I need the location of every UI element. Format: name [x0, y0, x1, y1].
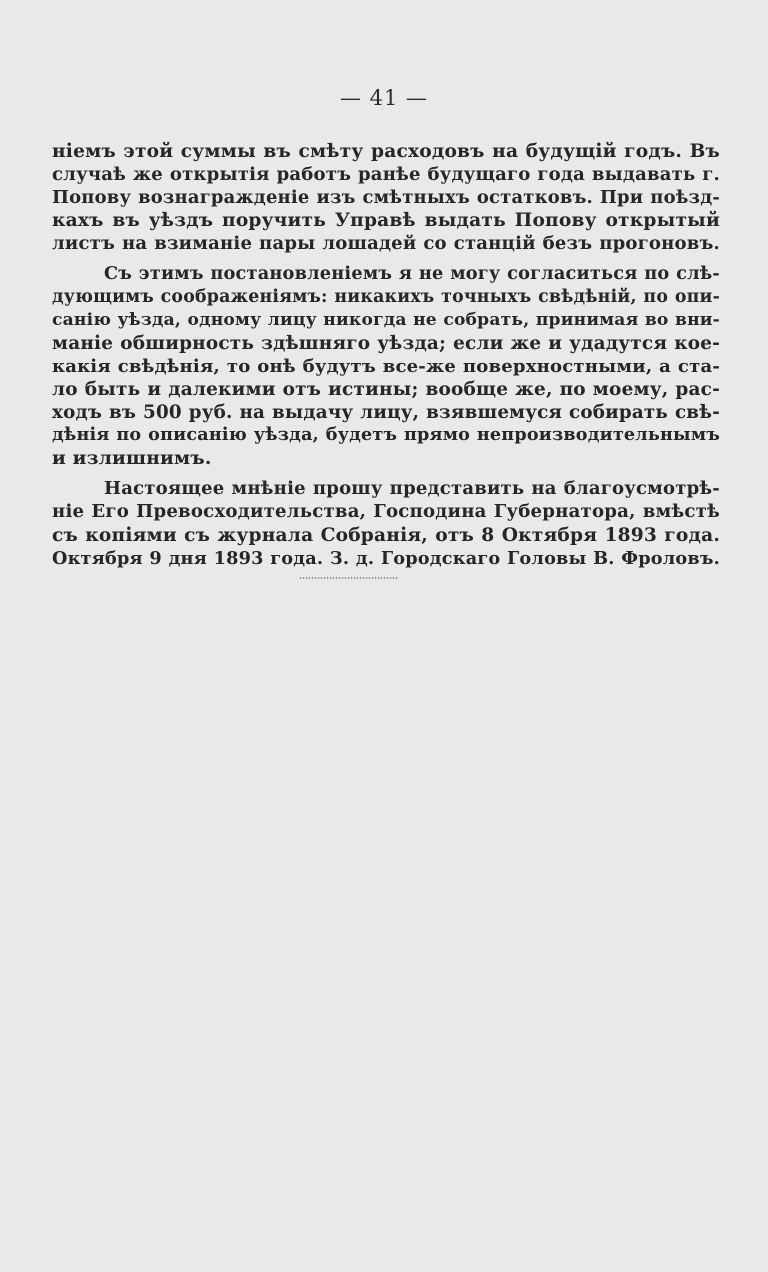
text-line: Съ этимъ постановленіемъ я не могу согласиться по слѣ- [104, 263, 720, 285]
text-line: дующимъ соображеніямъ: никакихъ точныхъ свѣдѣній, по опи- [52, 286, 720, 307]
text-line: листъ на взиманіе пары лошадей со станцій безъ прогоновъ. [52, 233, 720, 255]
page-number: — 41 — [339, 86, 429, 110]
text-line: и излишнимъ. [52, 448, 212, 470]
dotted-divider [299, 577, 399, 579]
text-line: какія свѣдѣнія, то онѣ будутъ все-же поверхностными, а ста- [52, 355, 720, 377]
body-text [44, 140, 728, 570]
paragraph-3 [52, 477, 720, 569]
text-line: дѣнія по описанію уѣзда, будетъ прямо непроизводительнымъ [52, 425, 720, 446]
paragraph-1 [52, 140, 720, 255]
text-line: кахъ въ уѣздъ поручить Управѣ выдать Попову открытый [52, 210, 720, 232]
text-line: ходъ въ 500 руб. на выдачу лицу, взявшемуся собирать свѣ- [52, 402, 720, 424]
paragraph-2 [52, 262, 720, 470]
paragraph-spacer [52, 255, 720, 262]
signature-line: Октября 9 дня 1893 года. З. д. Городскаго Головы В. Фроловъ. [52, 547, 720, 569]
paragraph-spacer [52, 470, 720, 477]
text-line: санію уѣзда, одному лицу никогда не собрать, принимая во вни- [52, 309, 720, 330]
text-line: ніе Его Превосходительства, Господина Губернатора, вмѣстѣ [52, 501, 720, 523]
text-line: ло быть и далекими отъ истины; вообще же, по моему, рас- [52, 378, 720, 400]
text-line: маніе обширность здѣшняго уѣзда; если же и удадутся кое- [52, 332, 720, 354]
text-line: ніемъ этой суммы въ смѣту расходовъ на будущій годъ. Въ [52, 141, 720, 162]
text-line: съ копіями съ журнала Собранія, отъ 8 Октября 1893 года. [52, 524, 720, 546]
text-line: Попову вознагражденіе изъ смѣтныхъ остатковъ. При поѣзд- [52, 187, 720, 209]
text-line: случаѣ же открытія работъ ранѣе будущаго года выдавать г. [52, 164, 720, 186]
text-line: Настоящее мнѣніе прошу представить на благоусмотрѣ- [104, 478, 720, 500]
